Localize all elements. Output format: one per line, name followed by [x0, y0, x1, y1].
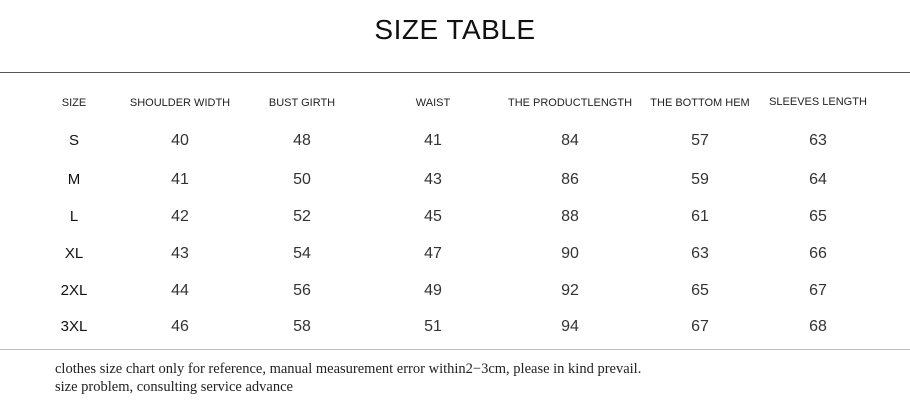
- column-header-the-bottom-hem: THE BOTTOM HEM: [650, 97, 750, 109]
- table-cell-the-productlength: 88: [561, 208, 579, 225]
- size-label: 2XL: [60, 282, 88, 299]
- table-cell-the-productlength: 84: [561, 132, 579, 149]
- table-cell-the-bottom-hem: 67: [691, 318, 709, 335]
- column-header-sleeves-length: SLEEVES LENGTH: [769, 96, 867, 108]
- table-cell-sleeves-length: 63: [809, 132, 827, 149]
- column-header-size: SIZE: [61, 97, 87, 109]
- table-cell-bust-girth: 56: [293, 282, 311, 299]
- page-title: SIZE TABLE: [374, 14, 536, 45]
- table-cell-sleeves-length: 68: [809, 318, 827, 335]
- table-cell-shoulder-width: 43: [171, 245, 189, 262]
- table-cell-shoulder-width: 42: [171, 208, 189, 225]
- table-cell-sleeves-length: 67: [809, 282, 827, 299]
- table-cell-bust-girth: 52: [293, 208, 311, 225]
- table-cell-shoulder-width: 41: [171, 171, 189, 188]
- table-cell-bust-girth: 58: [293, 318, 311, 335]
- table-cell-bust-girth: 54: [293, 245, 311, 262]
- size-label: XL: [64, 245, 84, 262]
- table-cell-the-productlength: 90: [561, 245, 579, 262]
- table-cell-waist: 49: [424, 282, 442, 299]
- size-label: L: [69, 208, 79, 225]
- table-cell-waist: 45: [424, 208, 442, 225]
- note-line-1: clothes size chart only for reference, manual measurement error within2−3cm, please in kind prevail.: [55, 361, 642, 377]
- table-cell-sleeves-length: 65: [809, 208, 827, 225]
- size-label: M: [67, 171, 81, 188]
- table-cell-shoulder-width: 44: [171, 282, 189, 299]
- column-header-waist: WAIST: [415, 97, 451, 109]
- table-cell-shoulder-width: 40: [171, 132, 189, 149]
- table-cell-the-bottom-hem: 61: [691, 208, 709, 225]
- table-cell-the-productlength: 86: [561, 171, 579, 188]
- table-cell-waist: 41: [424, 132, 442, 149]
- table-cell-the-productlength: 92: [561, 282, 579, 299]
- table-cell-the-bottom-hem: 65: [691, 282, 709, 299]
- column-header-shoulder-width: SHOULDER WIDTH: [129, 97, 231, 109]
- table-cell-shoulder-width: 46: [171, 318, 189, 335]
- table-cell-waist: 51: [424, 318, 442, 335]
- table-cell-the-bottom-hem: 57: [691, 132, 709, 149]
- table-cell-bust-girth: 50: [293, 171, 311, 188]
- top-divider: [0, 72, 910, 73]
- note-line-2: size problem, consulting service advance: [55, 379, 293, 395]
- table-cell-the-bottom-hem: 59: [691, 171, 709, 188]
- column-header-the-productlength: THE PRODUCTLENGTH: [507, 97, 633, 109]
- table-cell-the-productlength: 94: [561, 318, 579, 335]
- table-cell-sleeves-length: 66: [809, 245, 827, 262]
- table-cell-bust-girth: 48: [293, 132, 311, 149]
- table-cell-sleeves-length: 64: [809, 171, 827, 188]
- column-header-bust-girth: BUST GIRTH: [268, 97, 336, 109]
- table-cell-waist: 43: [424, 171, 442, 188]
- table-cell-waist: 47: [424, 245, 442, 262]
- table-cell-the-bottom-hem: 63: [691, 245, 709, 262]
- size-label: 3XL: [60, 318, 88, 335]
- bottom-divider: [0, 349, 910, 350]
- size-label: S: [68, 132, 80, 149]
